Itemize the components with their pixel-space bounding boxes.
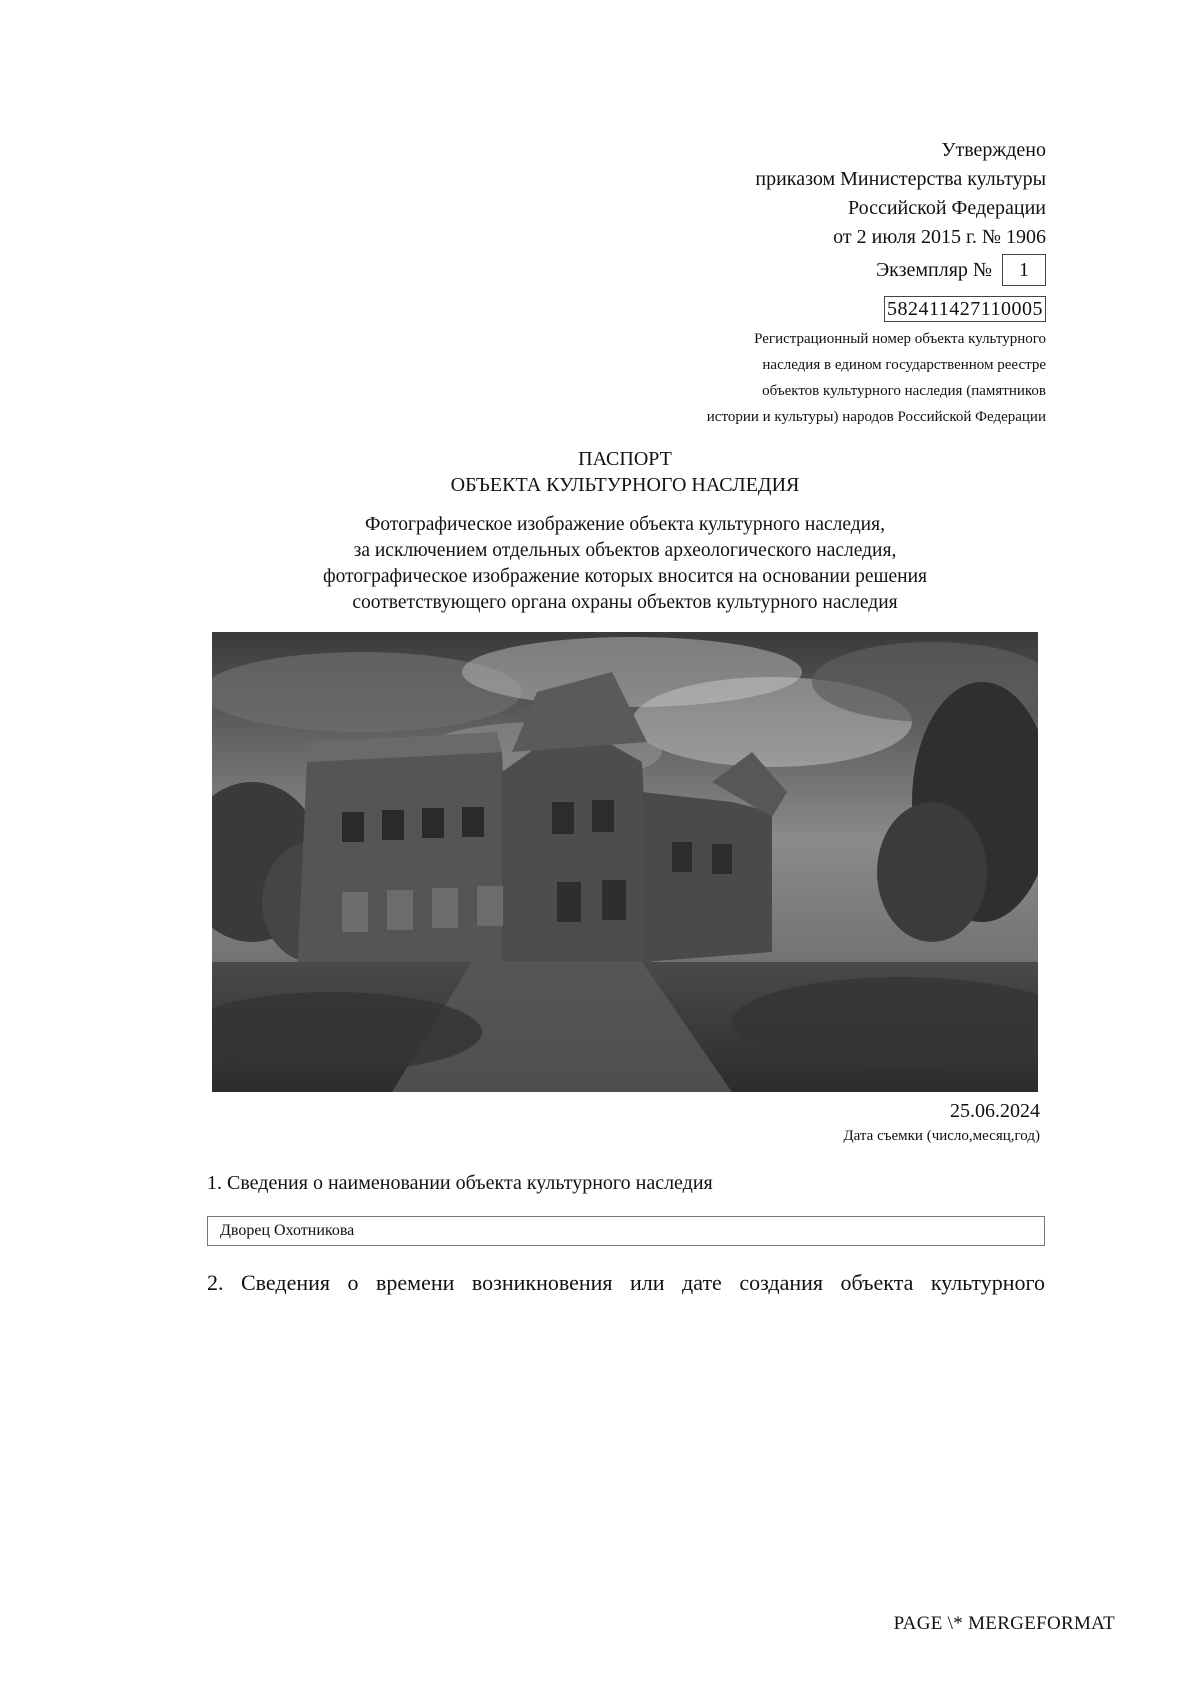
title-line: ОБЪЕКТА КУЛЬТУРНОГО НАСЛЕДИЯ xyxy=(450,474,800,496)
approval-line: от 2 июля 2015 г. № 1906 xyxy=(833,226,1046,248)
section2-heading: 2. Сведения о времени возникновения или дате создания объекта культурного xyxy=(207,1270,1045,1295)
registration-caption-line: объектов культурного наследия (памятников xyxy=(762,383,1046,399)
approval-line: Утверждено xyxy=(941,139,1046,161)
object-name-field: Дворец Охотникова xyxy=(207,1216,1045,1246)
copy-label: Экземпляр № xyxy=(875,258,992,281)
photo-caption-line: соответствующего органа охраны объектов культурного наследия xyxy=(352,592,898,613)
registration-caption-line: наследия в едином государственном реестре xyxy=(762,357,1046,373)
photo-caption-line: Фотографическое изображение объекта культурного наследия, xyxy=(365,514,885,535)
photo-caption xyxy=(50,512,1200,616)
page-footer: PAGE \* MERGEFORMAT xyxy=(893,1613,1115,1634)
photo-caption-line: фотографическое изображение которых вносится на основании решения xyxy=(322,566,928,587)
photo-caption-line: за исключением отдельных объектов археологического наследия, xyxy=(353,540,897,561)
title-line: ПАСПОРТ xyxy=(578,448,672,470)
approval-line: приказом Министерства культуры xyxy=(755,168,1046,190)
section1-heading: 1. Сведения о наименовании объекта культурного наследия xyxy=(207,1172,713,1194)
shooting-date: 25.06.2024 xyxy=(950,1100,1040,1122)
registration-caption xyxy=(707,326,1046,430)
registration-number: 582411427110005 xyxy=(884,296,1046,322)
registration-caption-line: истории и культуры) народов Российской Федерации xyxy=(706,409,1046,425)
building-photo-icon xyxy=(212,632,1038,1092)
document-title xyxy=(50,446,1200,498)
building-photo xyxy=(212,632,1038,1092)
approval-line: Российской Федерации xyxy=(847,197,1046,219)
approval-block xyxy=(755,136,1046,252)
copy-number-box: 1 xyxy=(1002,254,1046,286)
copy-number-row xyxy=(876,254,1046,286)
registration-caption-line: Регистрационный номер объекта культурного xyxy=(754,331,1046,347)
shooting-date-caption: Дата съемки (число,месяц,год) xyxy=(843,1128,1040,1144)
